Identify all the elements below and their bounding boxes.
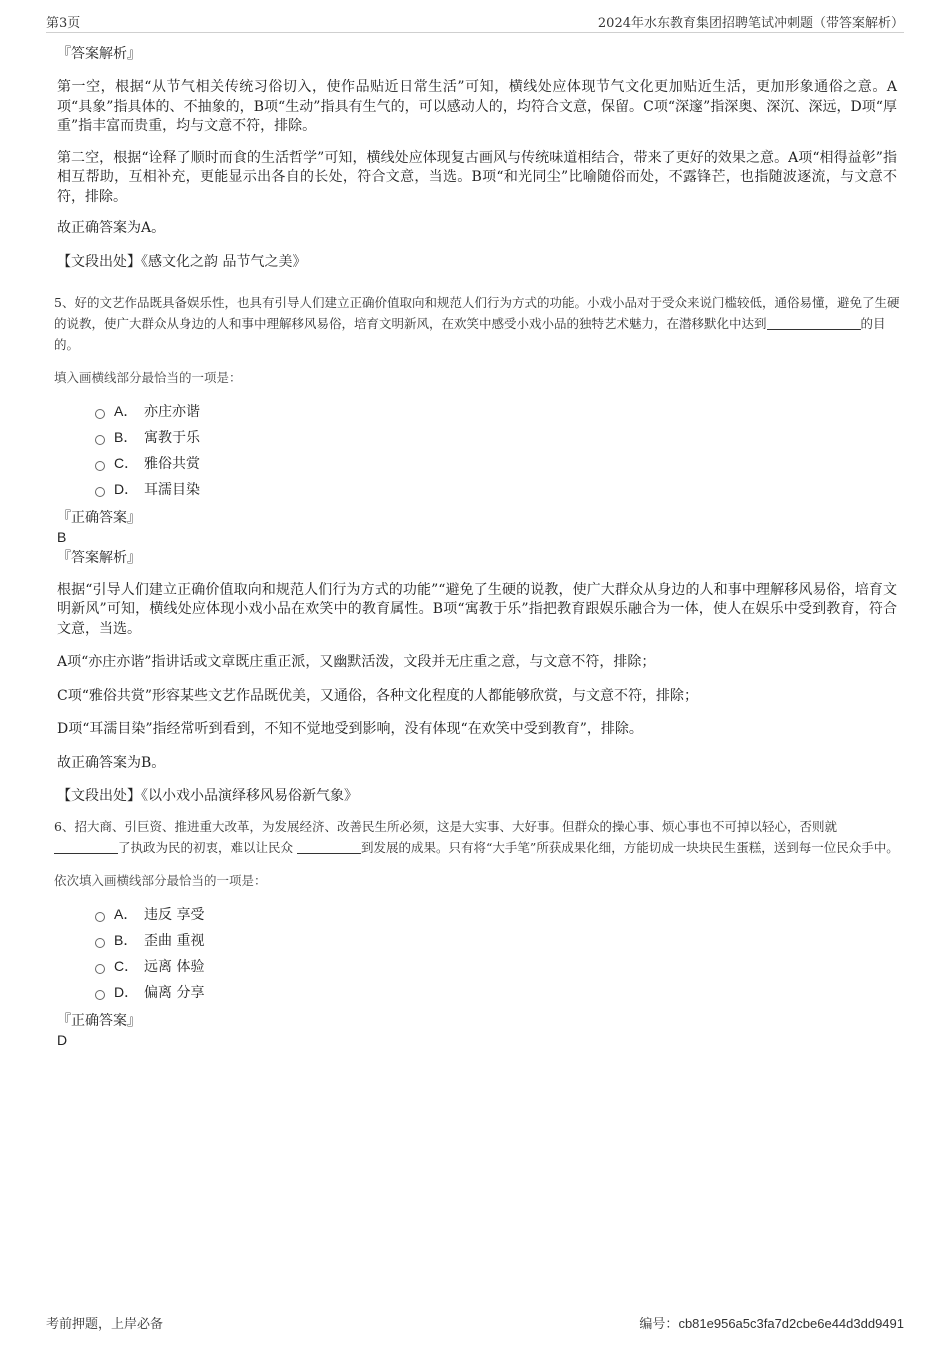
option-c[interactable] — [95, 953, 897, 979]
correct-answer-label: 『正确答案』 — [57, 509, 141, 526]
document-id-label: 编号： — [639, 1317, 679, 1332]
radio-icon[interactable] — [95, 964, 105, 974]
question-stem — [54, 816, 900, 858]
radio-icon[interactable] — [95, 409, 105, 419]
question-stem — [54, 292, 900, 355]
radio-icon[interactable] — [95, 487, 105, 497]
radio-icon[interactable] — [95, 461, 105, 471]
option-a[interactable] — [95, 901, 897, 927]
fill-blank — [297, 839, 361, 854]
option-text: 偏离 分享 — [144, 985, 205, 1001]
question-prompt: 填入画横线部分最恰当的一项是： — [54, 369, 242, 385]
option-letter: C． — [114, 958, 139, 974]
option-letter: A． — [114, 402, 138, 419]
page-number: 第3页 — [46, 16, 81, 31]
page-footer — [46, 1313, 904, 1332]
option-c[interactable] — [95, 450, 897, 476]
page-header — [46, 12, 904, 33]
option-list — [57, 901, 897, 1005]
document-title: 2024年水东教育集团招聘笔试冲刺题（带答案解析） — [597, 16, 904, 31]
option-letter: A． — [114, 906, 138, 922]
radio-icon[interactable] — [95, 990, 105, 1000]
fill-blank — [767, 315, 861, 330]
conclusion: 故正确答案为B。 — [57, 754, 166, 771]
option-text: 雅俗共赏 — [144, 455, 200, 472]
footer-slogan: 考前押题，上岸必备 — [46, 1317, 164, 1332]
option-d[interactable] — [95, 476, 897, 502]
option-letter: B． — [114, 932, 138, 948]
analysis-label: 『答案解析』 — [57, 46, 141, 62]
correct-answer-label: 『正确答案』 — [57, 1013, 141, 1029]
option-letter: D． — [114, 984, 139, 1000]
analysis-paragraph: 根据“引导人们建立正确价值取向和规范人们行为方式的功能”“避免了生硬的说教，使广大群众从身边的人和事中理解移风易俗，培育文明新风”可知，横线处应体现小戏小品在欢笑中的教育属性。B项“寓教于乐”指把教育跟娱乐融合为一体，使人在娱乐中受到教育，符合文意，当选。 — [57, 581, 897, 637]
question-text: 6、招大商、引巨资、推进重大改革，为发展经济、改善民生所必须，这是大实事、大好事。但群众的操心事、烦心事也不可掉以轻心，否则就 — [54, 819, 837, 834]
analysis-paragraph: A项“亦庄亦谐”指讲话或文章既庄重正派，又幽默活泼，文段并无庄重之意，与文意不符，排除； — [57, 654, 656, 670]
analysis-paragraph: 第二空，根据“诠释了顺时而食的生活哲学”可知，横线处应体现复古画风与传统味道相结合，带来了更好的效果之意。A项“相得益彰”指相互帮助，互相补充，更能显示出各自的长处，符合文意，当选。B项“和光同尘”比喻随俗而处，不露锋芒，也指随波逐流，与文意不符，排除。 — [57, 149, 897, 205]
analysis-paragraph: C项“雅俗共赏”形容某些文艺作品既优美，又通俗，各种文化程度的人都能够欣赏，与文意不符，排除； — [57, 687, 699, 704]
radio-icon[interactable] — [95, 938, 105, 948]
question-text: 的目的。 — [54, 315, 886, 352]
analysis-paragraph: D项“耳濡目染”指经常听到看到，不知不觉地受到影响，没有体现“在欢笑中受到教育”，排除。 — [57, 721, 643, 737]
text-source: 【文段出处】《感文化之韵 品节气之美》 — [57, 253, 307, 270]
fill-blank — [54, 839, 118, 854]
radio-icon[interactable] — [95, 912, 105, 922]
option-list — [57, 398, 897, 502]
option-letter: B． — [114, 428, 138, 445]
option-text: 歪曲 重视 — [144, 933, 205, 949]
option-text: 远离 体验 — [144, 959, 205, 975]
option-d[interactable] — [95, 979, 897, 1005]
question-text: 5、好的文艺作品既具备娱乐性，也具有引导人们建立正确价值取向和规范人们行为方式的功能。小戏小品对于受众来说门槛较低，通俗易懂，避免了生硬的说教，使广大群众从身边的人和事中理解移风易俗，培育文明新风，在欢笑中感受小戏小品的独特艺术魅力，在潜移默化中达到 — [54, 294, 900, 331]
option-letter: C． — [114, 454, 139, 471]
question-text: 了执政为民的初衷，难以让民众 — [118, 840, 294, 855]
document-id — [639, 1313, 904, 1332]
option-text: 违反 享受 — [144, 907, 205, 923]
correct-answer: B — [57, 528, 67, 545]
option-text: 亦庄亦谐 — [144, 403, 200, 420]
option-text: 寓教于乐 — [144, 429, 200, 446]
option-a[interactable] — [95, 398, 897, 424]
option-letter: D． — [114, 480, 139, 497]
option-text: 耳濡目染 — [144, 481, 200, 498]
option-b[interactable] — [95, 424, 897, 450]
document-id-value: cb81e956a5c3fa7d2cbe6e44d3dd9491 — [678, 1316, 904, 1331]
correct-answer: D — [57, 1032, 68, 1048]
analysis-paragraph: 第一空，根据“从节气相关传统习俗切入，使作品贴近日常生活”可知，横线处应体现节气文化更加贴近生活，更加形象通俗之意。A项“具象”指具体的、不抽象的，B项“生动”指具有生气的，可以感动人的，均符合文意，保留。C项“深邃”指深奥、深沉、深远，D项“厚重”指丰富而贵重，均与文意不符，排除。 — [57, 79, 897, 134]
option-b[interactable] — [95, 927, 897, 953]
conclusion: 故正确答案为A。 — [57, 220, 166, 236]
question-prompt: 依次填入画横线部分最恰当的一项是： — [54, 873, 267, 888]
text-source: 【文段出处】《以小戏小品演绎移风易俗新气象》 — [57, 788, 358, 804]
question-text: 到发展的成果。只有将“大手笔”所获成果化细，方能切成一块块民生蛋糕，送到每一位民众手中。 — [361, 840, 899, 855]
analysis-label: 『答案解析』 — [57, 549, 141, 566]
radio-icon[interactable] — [95, 435, 105, 445]
main-content — [54, 44, 900, 1049]
